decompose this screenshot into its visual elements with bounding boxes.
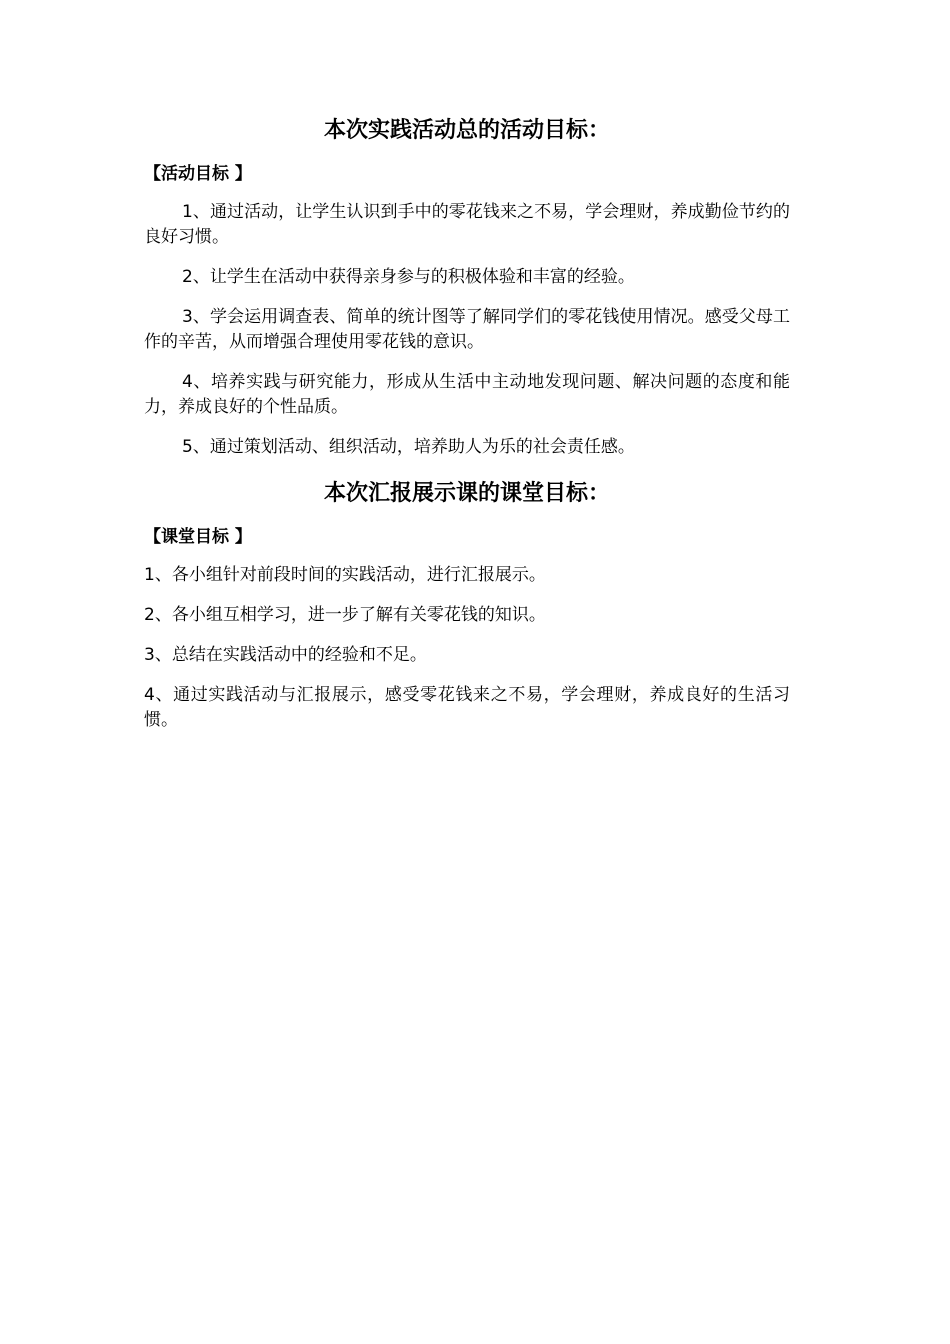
activity-goals-heading: 本次实践活动总的活动目标： bbox=[323, 118, 610, 143]
document-content bbox=[144, 115, 790, 748]
class-goal-item: 1、各小组针对前段时间的实践活动，进行汇报展示。 bbox=[144, 565, 546, 585]
class-goal-item: 3、总结在实践活动中的经验和不足。 bbox=[144, 645, 427, 665]
activity-goal-item: 2、让学生在活动中获得亲身参与的积极体验和丰富的经验。 bbox=[182, 267, 635, 287]
activity-goal-item: 1、通过活动，让学生认识到手中的零花钱来之不易，学会理财，养成勤俭节约的良好习惯。 bbox=[144, 202, 790, 247]
class-goal-item: 2、各小组互相学习，进一步了解有关零花钱的知识。 bbox=[144, 605, 546, 625]
class-goal-item: 4、通过实践活动与汇报展示，感受零花钱来之不易，学会理财，养成良好的生活习惯。 bbox=[144, 685, 790, 730]
activity-goal-item: 3、学会运用调查表、简单的统计图等了解同学们的零花钱使用情况。感受父母工作的辛苦，从而增强合理使用零花钱的意识。 bbox=[144, 307, 790, 352]
activity-goals-label: 【活动目标 】 bbox=[144, 164, 252, 184]
class-goals-label: 【课堂目标 】 bbox=[144, 527, 252, 547]
activity-goal-item: 4、培养实践与研究能力，形成从生活中主动地发现问题、解决问题的态度和能力，养成良好的个性品质。 bbox=[144, 372, 790, 417]
class-goals-heading: 本次汇报展示课的课堂目标： bbox=[323, 481, 610, 506]
activity-goal-item: 5、通过策划活动、组织活动，培养助人为乐的社会责任感。 bbox=[182, 437, 635, 457]
